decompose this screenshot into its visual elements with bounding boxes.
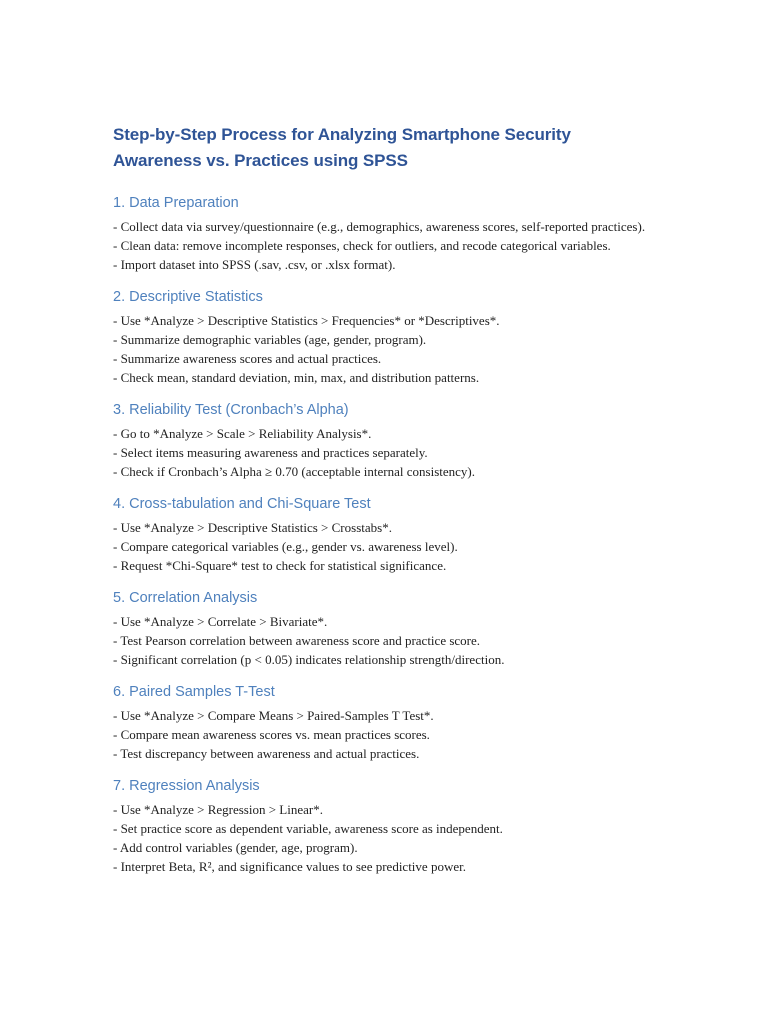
document-content (113, 122, 653, 889)
section-descriptive-statistics (113, 287, 653, 387)
section-list (113, 311, 653, 387)
section-heading: 2. Descriptive Statistics (113, 289, 263, 305)
list-item: - Significant correlation (p < 0.05) indicates relationship strength/direction. (113, 652, 505, 667)
list-item: - Check if Cronbach’s Alpha ≥ 0.70 (acceptable internal consistency). (113, 464, 475, 479)
list-item: - Set practice score as dependent variable, awareness score as independent. (113, 821, 503, 836)
section-heading: 6. Paired Samples T-Test (113, 684, 275, 700)
list-item: - Compare categorical variables (e.g., gender vs. awareness level). (113, 539, 458, 554)
section-list (113, 518, 653, 575)
list-item: - Select items measuring awareness and practices separately. (113, 445, 428, 460)
list-item: - Clean data: remove incomplete responses, check for outliers, and recode categorical variables. (113, 238, 611, 253)
section-list (113, 424, 653, 481)
list-item: - Go to *Analyze > Scale > Reliability Analysis*. (113, 426, 372, 441)
list-item: - Use *Analyze > Descriptive Statistics > Frequencies* or *Descriptives*. (113, 313, 500, 328)
list-item: - Test discrepancy between awareness and actual practices. (113, 746, 420, 761)
section-correlation-analysis (113, 588, 653, 669)
section-list (113, 217, 653, 274)
section-heading: 7. Regression Analysis (113, 778, 260, 794)
document-title: Step-by-Step Process for Analyzing Smartphone Security Awareness vs. Practices using SPSS (113, 125, 571, 170)
section-regression-analysis (113, 776, 653, 876)
list-item: - Collect data via survey/questionnaire (e.g., demographics, awareness scores, self-reported practices). (113, 219, 646, 234)
list-item: - Test Pearson correlation between awareness score and practice score. (113, 633, 481, 648)
list-item: - Compare mean awareness scores vs. mean practices scores. (113, 727, 430, 742)
list-item: - Check mean, standard deviation, min, max, and distribution patterns. (113, 370, 480, 385)
section-paired-samples-t-test (113, 682, 653, 763)
list-item: - Import dataset into SPSS (.sav, .csv, or .xlsx format). (113, 257, 396, 272)
list-item: - Request *Chi-Square* test to check for statistical significance. (113, 558, 447, 573)
list-item: - Use *Analyze > Regression > Linear*. (113, 802, 323, 817)
section-heading: 5. Correlation Analysis (113, 590, 258, 606)
section-reliability-test (113, 400, 653, 481)
list-item: - Use *Analyze > Correlate > Bivariate*. (113, 614, 328, 629)
section-heading: 4. Cross-tabulation and Chi-Square Test (113, 496, 371, 512)
section-data-preparation (113, 193, 653, 274)
list-item: - Interpret Beta, R², and significance values to see predictive power. (113, 859, 466, 874)
section-cross-tabulation (113, 494, 653, 575)
section-list (113, 706, 653, 763)
list-item: - Summarize demographic variables (age, gender, program). (113, 332, 427, 347)
list-item: - Add control variables (gender, age, program). (113, 840, 358, 855)
list-item: - Summarize awareness scores and actual practices. (113, 351, 382, 366)
section-list (113, 800, 653, 876)
section-heading: 1. Data Preparation (113, 195, 239, 211)
section-list (113, 612, 653, 669)
list-item: - Use *Analyze > Descriptive Statistics > Crosstabs*. (113, 520, 392, 535)
list-item: - Use *Analyze > Compare Means > Paired-Samples T Test*. (113, 708, 434, 723)
section-heading: 3. Reliability Test (Cronbach’s Alpha) (113, 402, 349, 418)
